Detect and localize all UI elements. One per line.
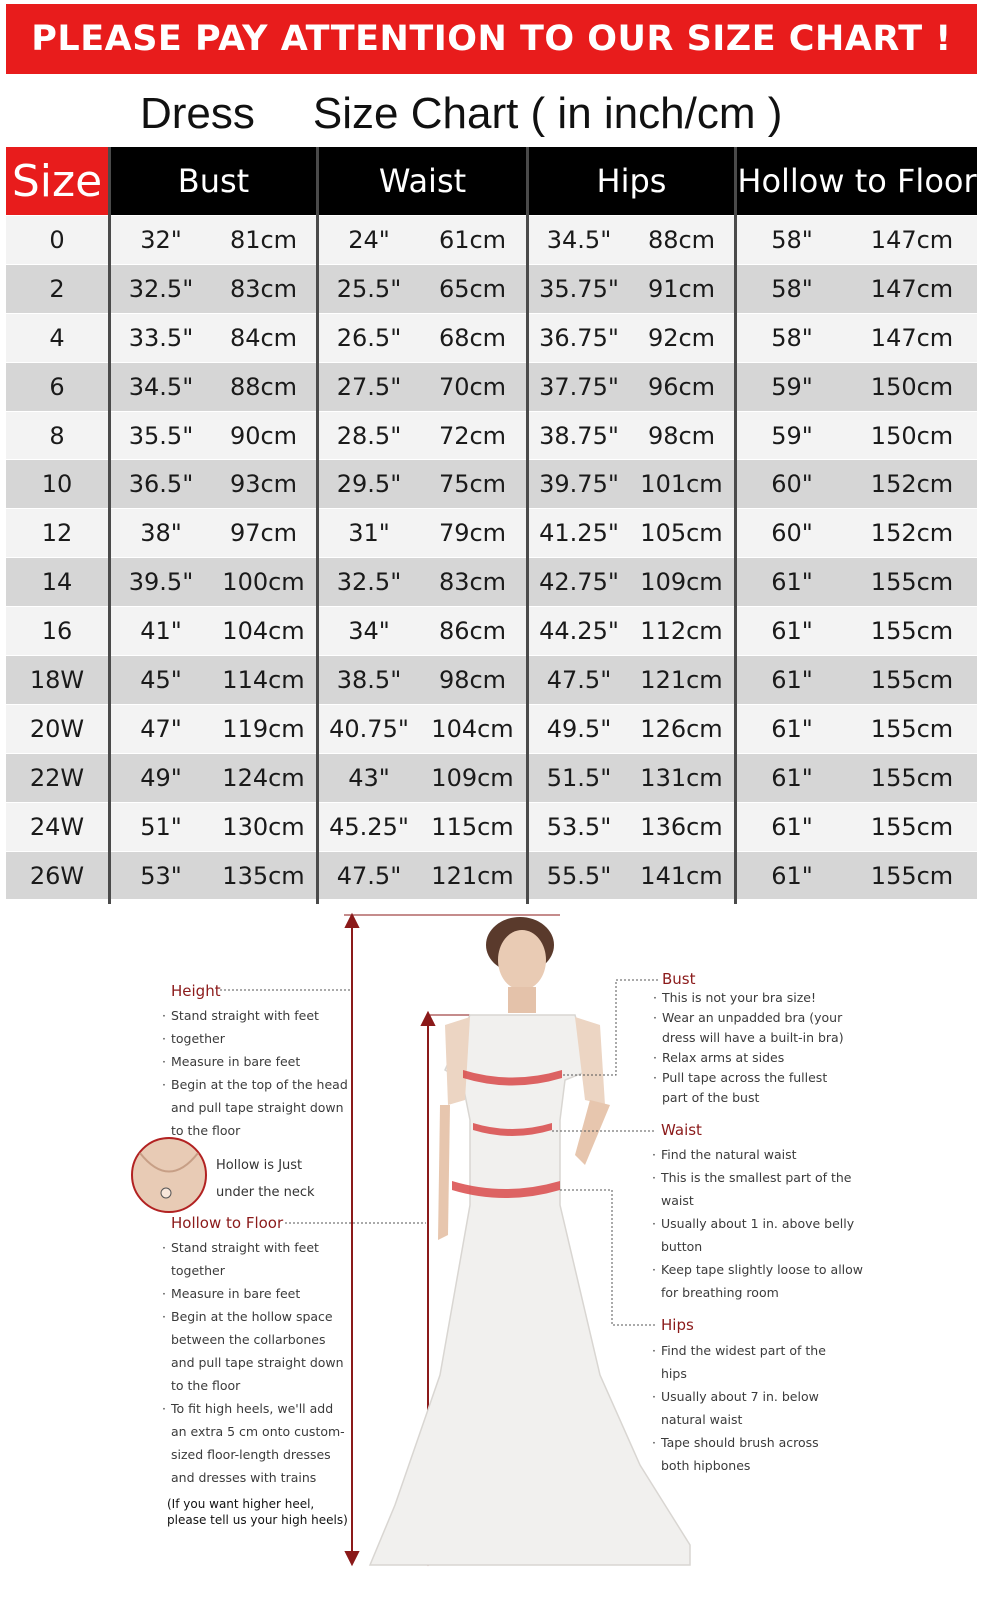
table-row [6,215,977,264]
cell-waist-cm: 98cm [438,665,507,694]
bust-instructions [653,988,844,1108]
column-divider [316,147,319,904]
cell-htf-in: 61" [771,812,813,841]
bust-title: Bust [662,970,696,988]
cell-htf-cm: 155cm [870,861,954,890]
table-row [6,704,977,753]
list-item: · Wear an unpadded bra (your [653,1008,844,1028]
cell-hips-cm: 91cm [647,274,716,303]
cell-hips-cm: 121cm [640,665,723,694]
cell-waist-cm: 70cm [438,372,507,401]
cell-htf-in: 61" [771,861,813,890]
table-row [6,753,977,802]
list-item: · Usually about 7 in. below [652,1385,826,1408]
cell-waist-cm: 72cm [438,421,507,450]
header-size: Size [6,147,108,215]
table-row [6,606,977,655]
table-row [6,802,977,851]
measurement-guide [0,905,1001,1600]
cell-waist-in: 38.5" [336,665,402,694]
cell-bust-cm: 97cm [229,519,298,548]
cell-waist-cm: 68cm [438,323,507,352]
hollow-note-line: Hollow is Just [216,1158,303,1173]
cell-htf-cm: 155cm [870,665,954,694]
cell-hips-cm: 98cm [647,421,716,450]
waist-title: Waist [661,1121,702,1139]
cell-waist-cm: 121cm [431,861,514,890]
cell-waist-cm: 79cm [438,519,507,548]
cell-htf-cm: 155cm [870,617,954,646]
cell-size: 16 [41,617,73,646]
list-item: to the floor [171,1378,241,1393]
cell-size: 26W [29,861,85,890]
list-item: · This is not your bra size! [653,988,844,1008]
cell-bust-in: 32" [140,225,182,254]
cell-hips-in: 51.5" [546,763,612,792]
cell-size: 18W [29,665,85,694]
cell-bust-cm: 84cm [229,323,298,352]
cell-size: 20W [29,714,85,743]
cell-bust-cm: 88cm [229,372,298,401]
cell-hips-in: 38.75" [539,421,619,450]
cell-bust-in: 51" [140,812,182,841]
cell-waist-in: 43" [348,763,390,792]
cell-htf-cm: 152cm [870,519,954,548]
cell-bust-in: 53" [140,861,182,890]
cell-bust-cm: 114cm [222,665,305,694]
cell-hips-in: 34.5" [546,225,612,254]
list-item: button [661,1239,703,1254]
table-row [6,313,977,362]
list-item: · together [162,1027,348,1050]
list-item: · Stand straight with feet [162,1004,348,1027]
cell-waist-cm: 65cm [438,274,507,303]
cell-htf-cm: 152cm [870,470,954,499]
cell-bust-in: 45" [140,665,182,694]
list-item: · Keep tape slightly loose to allow [652,1258,863,1281]
cell-bust-cm: 119cm [222,714,305,743]
cell-size: 0 [49,225,65,254]
list-item: sized floor-length dresses [171,1447,331,1462]
cell-bust-in: 38" [140,519,182,548]
cell-hips-cm: 112cm [640,617,723,646]
list-item: together [171,1263,225,1278]
cell-size: 22W [29,763,85,792]
cell-bust-cm: 104cm [222,617,305,646]
cell-htf-in: 58" [771,274,813,303]
list-item: · Find the widest part of the [652,1339,826,1362]
chart-subtitle [6,84,977,144]
cell-hips-cm: 141cm [640,861,723,890]
cell-bust-cm: 90cm [229,421,298,450]
list-item: and pull tape straight down [171,1100,344,1115]
cell-hips-in: 35.75" [539,274,619,303]
cell-waist-in: 28.5" [336,421,402,450]
cell-hips-in: 44.25" [539,617,619,646]
cell-size: 14 [41,568,73,597]
cell-hips-cm: 96cm [647,372,716,401]
cell-size: 12 [41,519,73,548]
list-item: · This is the smallest part of the [652,1166,863,1189]
cell-hips-cm: 109cm [640,568,723,597]
list-item: an extra 5 cm onto custom- [171,1424,345,1439]
cell-waist-in: 26.5" [336,323,402,352]
cell-size: 24W [29,812,85,841]
header-hollow-to-floor: Hollow to Floor [737,147,977,215]
header-waist: Waist [319,147,526,215]
cell-htf-cm: 155cm [870,812,954,841]
header-hips: Hips [529,147,734,215]
cell-waist-in: 45.25" [329,812,409,841]
cell-htf-cm: 150cm [870,372,954,401]
cell-htf-in: 59" [771,421,813,450]
cell-htf-in: 59" [771,372,813,401]
cell-bust-in: 39.5" [128,568,194,597]
cell-htf-cm: 150cm [870,421,954,450]
cell-size: 8 [49,421,65,450]
list-item: part of the bust [662,1090,760,1105]
cell-waist-in: 27.5" [336,372,402,401]
waist-instructions [652,1143,863,1304]
cell-hips-cm: 105cm [640,519,723,548]
cell-htf-in: 61" [771,665,813,694]
cell-htf-in: 61" [771,763,813,792]
list-item: · Pull tape across the fullest [653,1068,844,1088]
cell-waist-in: 40.75" [329,714,409,743]
cell-hips-in: 39.75" [539,470,619,499]
list-item: waist [661,1193,694,1208]
cell-size: 2 [49,274,65,303]
list-item: dress will have a built-in bra) [662,1030,844,1045]
list-item: and dresses with trains [171,1470,317,1485]
column-divider [108,147,111,904]
hips-title: Hips [661,1316,694,1334]
cell-waist-cm: 109cm [431,763,514,792]
cell-size: 4 [49,323,65,352]
cell-htf-in: 61" [771,714,813,743]
cell-bust-in: 34.5" [128,372,194,401]
list-item: hips [661,1366,687,1381]
table-row [6,264,977,313]
note-line: please tell us your high heels) [167,1513,348,1527]
cell-waist-in: 24" [348,225,390,254]
cell-bust-cm: 130cm [222,812,305,841]
cell-hips-cm: 131cm [640,763,723,792]
cell-hips-in: 42.75" [539,568,619,597]
cell-waist-cm: 83cm [438,568,507,597]
dress-figure [370,917,690,1565]
cell-htf-in: 61" [771,568,813,597]
cell-waist-in: 29.5" [336,470,402,499]
height-instructions [162,1004,348,1142]
list-item: both hipbones [661,1458,751,1473]
header-bust: Bust [111,147,316,215]
list-item: · Usually about 1 in. above belly [652,1212,863,1235]
cell-hips-in: 47.5" [546,665,612,694]
cell-htf-cm: 155cm [870,763,954,792]
hollow-neck-inset [132,1138,206,1212]
cell-waist-cm: 86cm [438,617,507,646]
cell-bust-in: 36.5" [128,470,194,499]
cell-hips-in: 37.75" [539,372,619,401]
cell-bust-cm: 100cm [222,568,305,597]
cell-bust-cm: 135cm [222,861,305,890]
hollow-note-line: under the neck [216,1185,315,1200]
size-chart-table [6,147,977,899]
cell-hips-cm: 92cm [647,323,716,352]
cell-bust-cm: 81cm [229,225,298,254]
cell-htf-cm: 147cm [870,225,954,254]
cell-htf-in: 60" [771,519,813,548]
cell-bust-cm: 124cm [222,763,305,792]
table-header [6,147,977,215]
cell-waist-cm: 104cm [431,714,514,743]
column-divider [526,147,529,904]
cell-waist-in: 25.5" [336,274,402,303]
high-heel-note [167,1496,348,1528]
cell-waist-in: 31" [348,519,390,548]
list-item: to the floor [171,1123,241,1138]
list-item: · To fit high heels, we'll add [162,1397,345,1420]
column-divider [734,147,737,904]
cell-hips-in: 55.5" [546,861,612,890]
cell-htf-in: 58" [771,225,813,254]
height-title: Height [171,982,221,1000]
list-item: · Begin at the top of the head [162,1073,348,1096]
subtitle-size-chart: Size Chart ( in inch/cm ) [312,89,783,138]
cell-waist-in: 32.5" [336,568,402,597]
cell-bust-in: 33.5" [128,323,194,352]
hollow-note [216,1152,315,1206]
cell-hips-cm: 136cm [640,812,723,841]
cell-hips-in: 49.5" [546,714,612,743]
cell-waist-cm: 115cm [431,812,514,841]
table-row [6,851,977,900]
hollow-to-floor-title: Hollow to Floor [171,1214,284,1232]
cell-htf-cm: 155cm [870,714,954,743]
cell-bust-in: 47" [140,714,182,743]
cell-hips-cm: 126cm [640,714,723,743]
cell-bust-in: 32.5" [128,274,194,303]
cell-waist-in: 34" [348,617,390,646]
cell-hips-in: 36.75" [539,323,619,352]
list-item: between the collarbones [171,1332,326,1347]
cell-htf-in: 60" [771,470,813,499]
list-item: · Find the natural waist [652,1143,863,1166]
cell-htf-cm: 155cm [870,568,954,597]
subtitle-dress: Dress [140,89,255,138]
cell-bust-in: 35.5" [128,421,194,450]
table-row [6,459,977,508]
table-row [6,362,977,411]
cell-hips-cm: 101cm [640,470,723,499]
cell-hips-in: 41.25" [539,519,619,548]
list-item: · Stand straight with feet [162,1236,345,1259]
hips-instructions [652,1339,826,1477]
table-body [6,215,977,899]
cell-hips-cm: 88cm [647,225,716,254]
attention-banner: PLEASE PAY ATTENTION TO OUR SIZE CHART ! [6,4,977,74]
cell-waist-in: 47.5" [336,861,402,890]
cell-bust-cm: 93cm [229,470,298,499]
cell-size: 10 [41,470,73,499]
list-item: · Tape should brush across [652,1431,826,1454]
cell-bust-in: 41" [140,617,182,646]
cell-hips-in: 53.5" [546,812,612,841]
list-item: for breathing room [661,1285,779,1300]
cell-size: 6 [49,372,65,401]
cell-waist-cm: 61cm [438,225,507,254]
table-row [6,411,977,460]
list-item: · Measure in bare feet [162,1282,345,1305]
cell-bust-cm: 83cm [229,274,298,303]
cell-htf-in: 61" [771,617,813,646]
list-item: · Begin at the hollow space [162,1305,345,1328]
cell-waist-cm: 75cm [438,470,507,499]
table-row [6,508,977,557]
cell-htf-cm: 147cm [870,323,954,352]
cell-bust-in: 49" [140,763,182,792]
list-item: · Measure in bare feet [162,1050,348,1073]
note-line: (If you want higher heel, [167,1497,315,1511]
cell-htf-cm: 147cm [870,274,954,303]
cell-htf-in: 58" [771,323,813,352]
list-item: and pull tape straight down [171,1355,344,1370]
list-item: natural waist [661,1412,743,1427]
hollow-to-floor-instructions [162,1236,345,1489]
table-row [6,557,977,606]
table-row [6,655,977,704]
list-item: · Relax arms at sides [653,1048,844,1068]
